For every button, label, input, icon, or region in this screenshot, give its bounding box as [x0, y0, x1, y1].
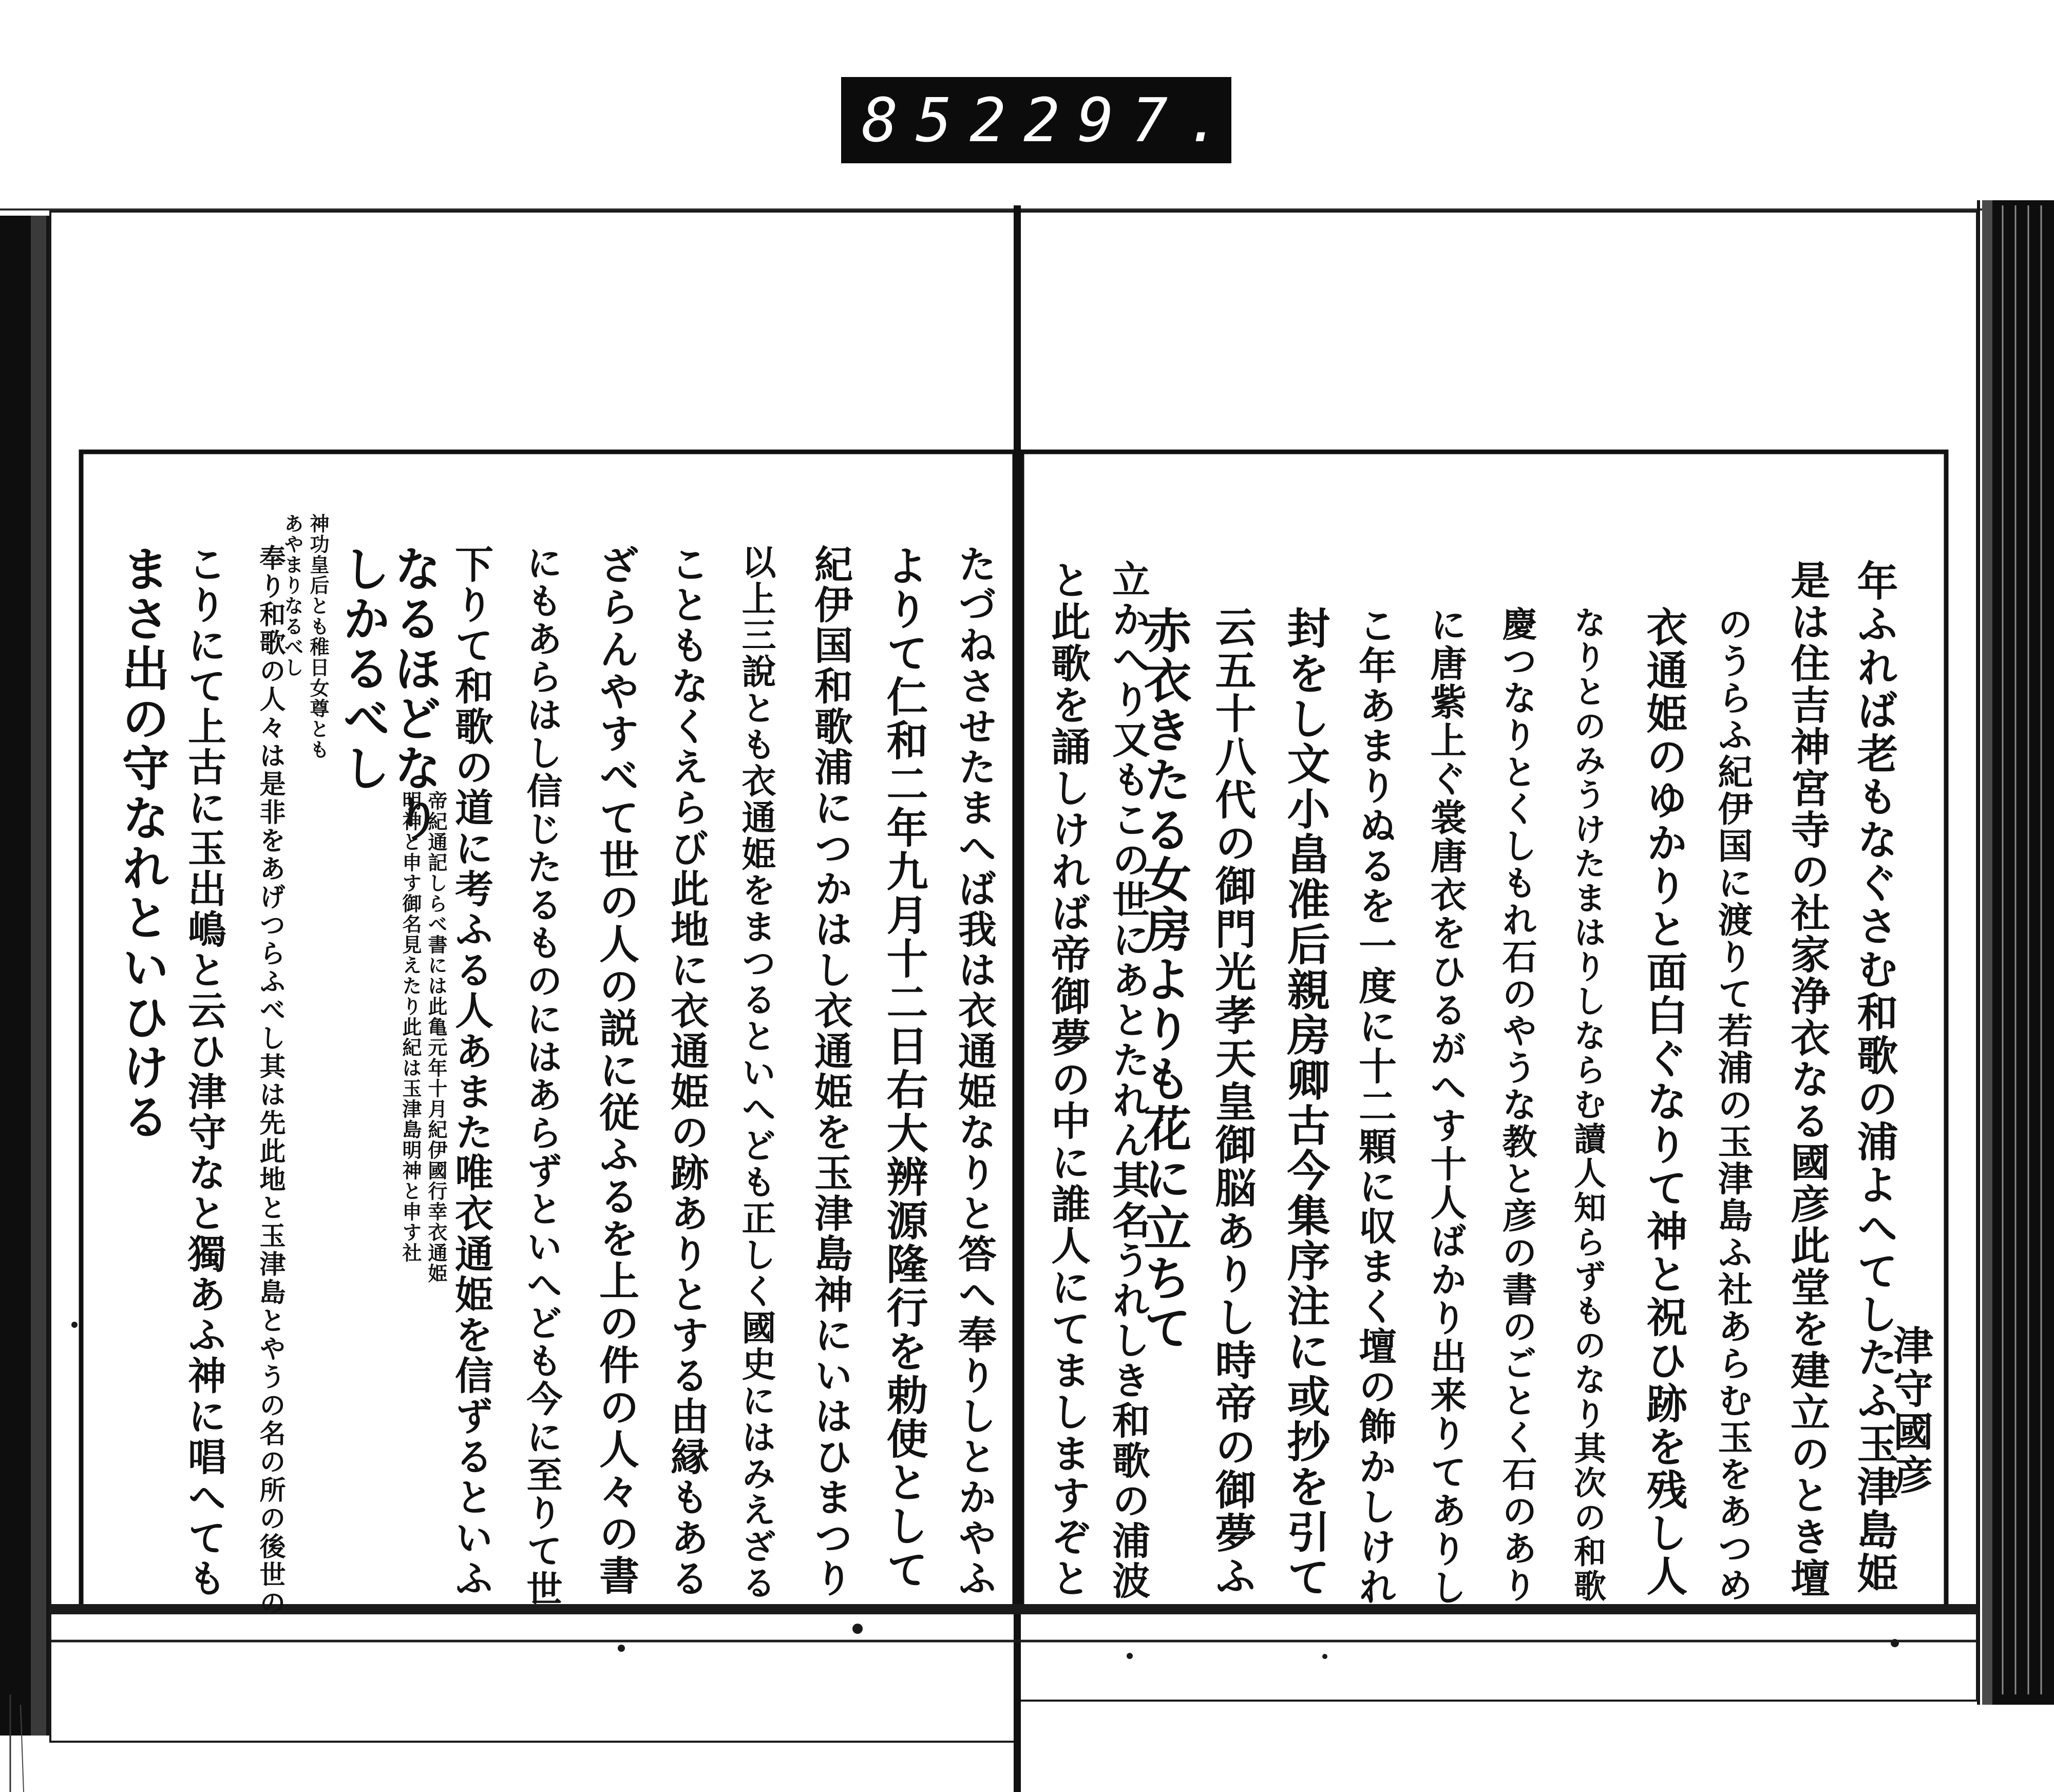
text-line: 紀伊国和歌浦につかはし衣通姫を玉津島神にいはひまつり — [808, 544, 853, 1599]
text-line: なりとのみうけたまはりしならむ讀人知らずものなり其次の和歌 — [1569, 606, 1607, 1604]
text-line: のうらふ紀伊国に渡りて若浦の玉津島ふ社あらむ玉をあつめ — [1712, 606, 1753, 1604]
text-line: たづねさせたまへば我は衣通姫なりと答へ奉りしとかやふ — [952, 544, 997, 1599]
text-line: と此歌を誦しければ帝御夢の中に誰人にてましますぞと — [1044, 560, 1091, 1599]
catalogue-number-label — [841, 77, 1240, 163]
text-line: こ年あまりぬるを一度に十二顆に収まく壇の飾かしけれ — [1353, 606, 1397, 1607]
text-line: 是は住吉神宮寺の社家浄衣なる國彦此堂を建立のとき壇 — [1784, 560, 1830, 1599]
poem-author: 津守國彦 — [1887, 1325, 1933, 1497]
text-line: ざらんやすべて世の人の説に従ふるを上の件の人々の書 — [593, 544, 639, 1597]
text-line: に唐紫上ぐ裳唐衣をひるがへす十人ばかり出来りてありし — [1424, 606, 1468, 1607]
annotation-note: 帝紀通記しらべ書には此亀元年十月紀伊國行幸衣通姫 — [425, 791, 448, 1284]
text-line: まさ出の守なれといひける — [114, 544, 170, 1142]
text-line: にもあらはし信じたるものにはあらずといへども今に至りて世 — [521, 544, 563, 1608]
text-line: こりにて上古に玉出嶋と云ひ津守なと獨あふ神に唱へても — [182, 544, 227, 1599]
text-line: なるほどなり — [386, 544, 442, 843]
annotation-note: 神功皇后とも稚日女尊とも — [307, 513, 330, 760]
text-line: こともなくえらび此地に衣通姫の跡ありとする由縁もある — [664, 544, 710, 1599]
left-page-edge — [0, 216, 50, 1792]
text-line: 奉り和歌の人々は是非をあげつらふべし其は先此地と玉津島とやうの名の所の後世の — [255, 544, 286, 1617]
text-line: 下りて和歌の道に考ふる人あまた唯衣通姫を信ずるといふ — [449, 544, 494, 1599]
right-page-edge — [1977, 200, 2054, 1705]
text-line: 慶つなりとくしもれ石のやうな教と彦の書のごとく石のあり — [1496, 606, 1537, 1604]
annotation-note: あやまりなるべし — [281, 513, 304, 678]
text-line: 赤衣きたる女房よりも花に立ちて — [1136, 606, 1192, 1353]
catalogue-number-left: 852 — [862, 85, 1024, 156]
catalogue-number-right: 297. — [1023, 85, 1240, 156]
text-line: 封をし文小畠准后親房卿古今集序注に或抄を引て — [1280, 606, 1331, 1600]
text-line: 云五十八代の御門光孝天皇御脳ありし時帝の御夢ふ — [1208, 606, 1257, 1598]
annotation-note: 明神と申す御名見えたり此紀は玉津島明神と申す社 — [399, 791, 422, 1263]
text-line: しかるべし — [335, 544, 391, 793]
text-line: よりて仁和二年九月十二日右大辨源隆行を勅使として — [880, 544, 928, 1592]
poem-line: 立かへり又もこの世にあとたれん其名うれしき和歌の浦波 — [1106, 560, 1150, 1601]
poem-line: 年ふれば老もなぐさむ和歌の浦よへてしたふ玉津島姫 — [1850, 560, 1898, 1595]
text-line: 衣通姫のゆかりと面白ぐなりて神と祝ひ跡を残し人 — [1640, 606, 1688, 1598]
text-line: 以上三說とも衣通姫をまつるといへども正しく國史にはみえざる — [736, 544, 777, 1602]
